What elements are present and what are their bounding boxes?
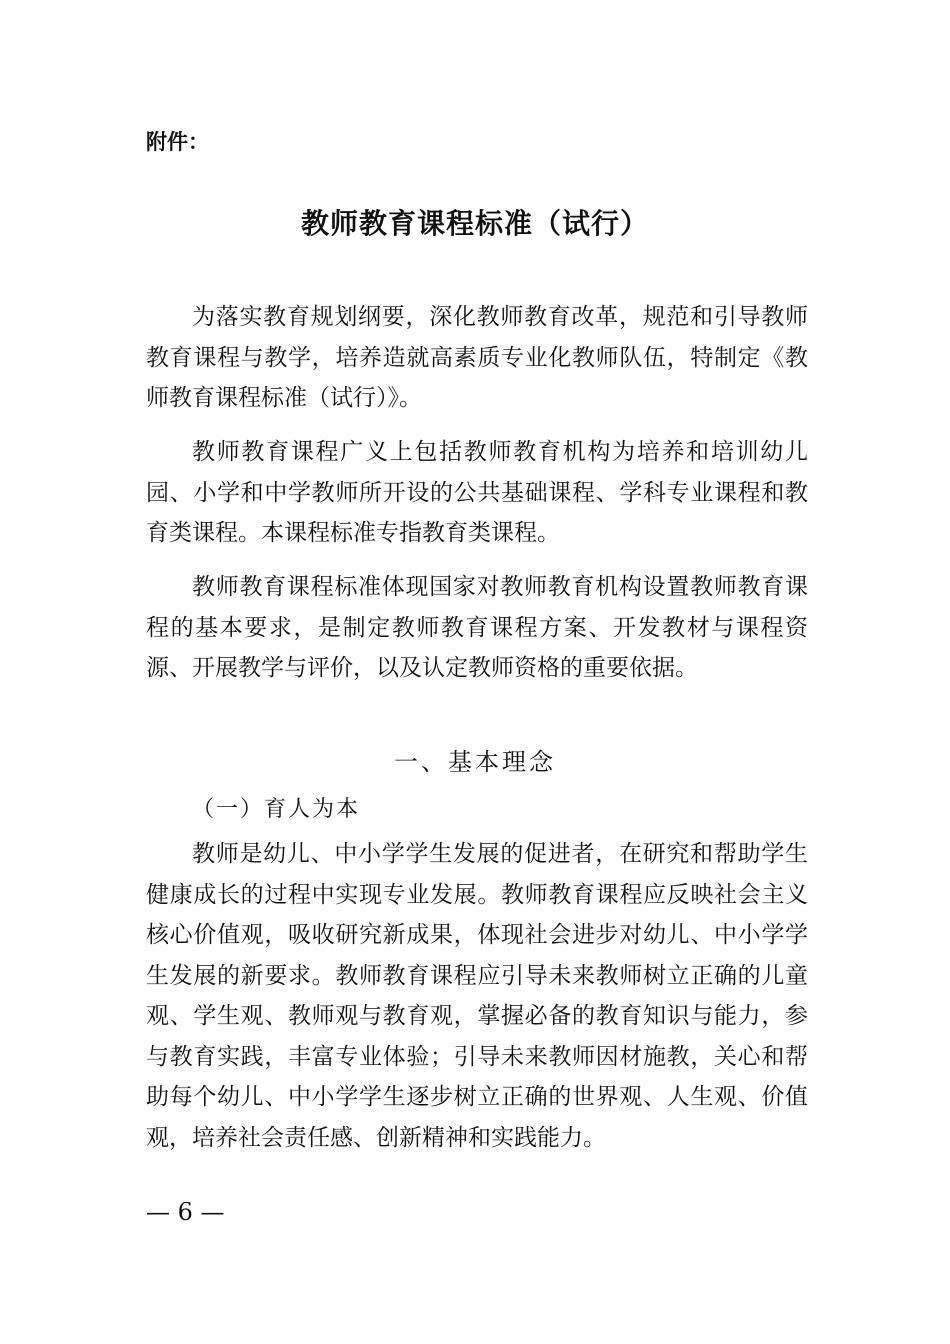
document-title: 教师教育课程标准（试行）	[300, 207, 649, 240]
intro-paragraph-1: 为落实教育规划纲要，深化教师教育改革，规范和引导教师教育课程与教学，培养造就高素质专业化教师队伍，特制定《教师教育课程标准（试行）》。	[146, 304, 808, 411]
body-paragraph: 教师是幼儿、中小学学生发展的促进者，在研究和帮助学生健康成长的过程中实现专业发展。教师教育课程应反映社会主义核心价值观，吸收研究新成果，体现社会进步对幼儿、中小学学生发展的新要求。教师教育课程应引导未来教师树立正确的儿童观、学生观、教师观与教育观，掌握必备的教育知识与能力，参与教育实践，丰富专业体验；引导未来教师因材施教，关心和帮助每个幼儿、中小学学生逐步树立正确的世界观、人生观、价值观，培养社会责任感、创新精神和实践能力。	[146, 841, 808, 1151]
attachment-label: 附件：	[146, 130, 209, 154]
section-heading: 一、基本理念	[394, 748, 556, 776]
page-number: — 6 —	[146, 1198, 225, 1226]
subsection-heading: （一）育人为本	[192, 797, 361, 822]
intro-paragraph-2: 教师教育课程广义上包括教师教育机构为培养和培训幼儿园、小学和中学教师所开设的公共基础课程、学科专业课程和教育类课程。本课程标准专指教育类课程。	[146, 439, 808, 546]
intro-paragraph-3: 教师教育课程标准体现国家对教师教育机构设置教师教育课程的基本要求，是制定教师教育课程方案、开发教材与课程资源、开展教学与评价，以及认定教师资格的重要依据。	[146, 574, 808, 681]
